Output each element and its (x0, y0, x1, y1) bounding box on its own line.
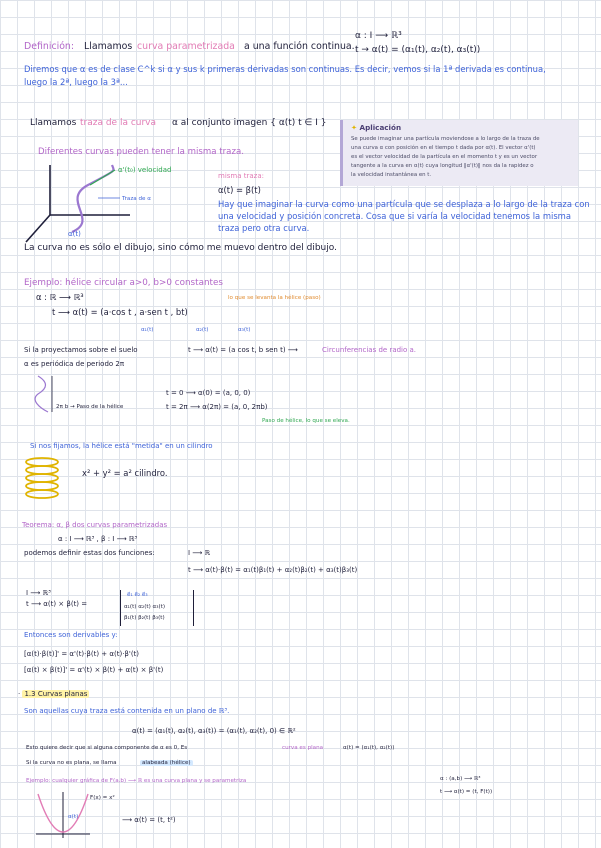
alpha-label: α(t) (68, 230, 81, 238)
projection-pre: Si la proyectamos sobre el suelo (24, 346, 138, 354)
theorem-maps: α : I ⟶ ℝ³ , β : I ⟶ ℝ³ (58, 535, 138, 543)
aplicacion-line: la velocidad instantánea en t. (351, 172, 432, 178)
cross-product-determinant (120, 590, 194, 626)
planas-description: Son aquellas cuya traza está contenida en un plano de ℝ³. (24, 707, 230, 715)
theorem-f1-rule: t ⟶ α(t)·β(t) = α₁(t)β₁(t) + α₂(t)β₂(t) + α₃(t)β₃(t) (188, 566, 358, 574)
definition-label: Definición: (24, 41, 75, 52)
definition-map-2: t → α(t) = (α₁(t), α₂(t), α₃(t)) (355, 45, 481, 55)
trace-line-pre: Llamamos (30, 118, 77, 128)
x-axis (26, 215, 50, 242)
velocity-label: α'(t₀) velocidad (118, 166, 172, 174)
theorem-f1-map: I ⟶ ℝ (188, 549, 211, 557)
imagine-line-2: una velocidad y posición concreta. Cosa que si varía la velocidad tenemos la misma (218, 211, 571, 221)
definition-text-2: a una función continua. (244, 41, 355, 52)
determinant-row-1: e⃗₁ e⃗₂ e⃗₃ (127, 592, 148, 598)
definition-text-1: Llamamos (84, 41, 133, 52)
planas-called-term: alabeada (hélice) (142, 760, 191, 766)
determinant-row-2: α₁(t) α₂(t) α₃(t) (124, 604, 166, 610)
class-line-2: luego la 2ª, luego la 3ª... (24, 77, 128, 87)
planas-example: Ejemplo: cualquier gráfica de F(a,b) ⟶ ℝ es una curva plana y se parametriza (26, 778, 247, 784)
planas-heading: · 1.3 Curvas planas (18, 690, 88, 698)
cylinder-equation: x² + y² = a² cilindro. (82, 468, 168, 478)
class-line-1: Diremos que α es de clase C^k si α y sus k primeras derivadas son continuas. Es decir, vemos si la 1ª derivada es continua, (24, 64, 546, 74)
trace-line-post: α al conjunto imagen { α(t) t ∈ I } (172, 118, 327, 128)
imagine-line-3: traza pero otra curva. (218, 223, 310, 233)
definition-term: curva parametrizada (137, 41, 235, 52)
aplicacion-line: es el vector velocidad de la partícula en el momento t y es un vector (351, 154, 538, 160)
trace-summary: La curva no es sólo el dibujo, sino cómo me muevo dentro del dibujo. (24, 243, 337, 253)
helix-component-2: α₂(t) (196, 327, 209, 333)
trace-term: traza de la curva (80, 118, 157, 128)
determinant-row-3: β₁(t) β₂(t) β₃(t) (124, 615, 165, 621)
theorem-title: Teorema: α, β dos curvas parametrizadas (22, 521, 168, 529)
helix-step-marker (34, 372, 56, 416)
same-trace-equation: α(t) = β(t) (218, 185, 261, 195)
projection-circles: Circunferencias de radio a. (322, 346, 417, 354)
planas-means-term: curva es plana (282, 745, 324, 751)
periodic-note: α es periódica de periodo 2π (24, 360, 125, 368)
planas-example-map-2: t ⟶ α(t) = (t, F(t)) (440, 789, 493, 795)
velocity-vector (90, 170, 115, 185)
cylinder-helix-icon (22, 456, 62, 498)
graph-alpha-label: α(t) (68, 814, 79, 820)
planas-equation: α(t) = (α₁(t), α₂(t), α₃(t)) = (α₁(t), α₂(t), 0) ∈ ℝ² (132, 727, 296, 735)
helix-component-1: α₁(t) (141, 327, 154, 333)
aplicacion-line: una curva α con posición en el tiempo t dada por α(t). El vector α'(t) (351, 145, 536, 151)
lightbulb-icon: ✦ (351, 123, 358, 132)
helix-example-title: Ejemplo: hélice circular a>0, b>0 constantes (24, 278, 223, 288)
aplicacion-line: Se puede imaginar una partícula moviendose a lo largo de la traza de (351, 136, 540, 142)
same-trace-note: Diferentes curvas pueden tener la misma traza. (38, 147, 244, 157)
helix-t0: t = 0 ⟶ α(0) = (a, 0, 0) (166, 389, 251, 397)
helix-step-label: 2π b → Paso de la hélice (56, 404, 124, 410)
definition-map-1: α : I ⟶ ℝ³ (355, 31, 402, 41)
theorem-define: podemos definir estas dos funciones: (24, 549, 155, 557)
bullet-icon: · (18, 690, 21, 698)
derivative-dot: [α(t)·β(t)]' = α'(t)·β(t) + α(t)·β'(t) (24, 650, 140, 658)
parabola-sketch (28, 790, 98, 840)
trace-label: Traza de α (122, 196, 151, 202)
planas-called-pre: Si la curva no es plana, se llama (26, 760, 117, 766)
aplicacion-callout (340, 120, 578, 186)
misma-traza-label: misma traza: (218, 172, 264, 180)
aplicacion-title: ✦ Aplicación (351, 123, 402, 132)
derivative-cross: [α(t) × β(t)]' = α'(t) × β(t) + α(t) × β'(t) (24, 666, 164, 674)
imagine-line-1: Hay que imaginar la curva como una partícula que se desplaza a lo largo de la traza con (218, 199, 590, 209)
helix-map-1: α : ℝ ⟶ ℝ³ (36, 292, 84, 302)
helix-step-note: Paso de hélice, lo que se eleva. (262, 418, 350, 424)
theorem-f2-map: I ⟶ ℝ³ (26, 589, 51, 597)
aplicacion-line: tangente a la curva en α(t) cuya longitud ‖α'(t)‖ nos da la rapidez o (351, 163, 534, 169)
theorem-f2-rule: t ⟶ α(t) × β(t) = (26, 600, 88, 608)
graph-rule: ⟶ α(t) = (t, t²) (122, 816, 176, 824)
helix-map-2: t ⟶ α(t) = (a·cos t , a·sen t , bt) (52, 307, 188, 317)
helix-lift-note: lo que se levanta la hélice (paso) (228, 295, 321, 301)
cylinder-note: Si nos fijamos, la hélice está "metida" en un cilindro (30, 442, 213, 450)
theorem-then: Entonces son derivables y: (24, 631, 118, 639)
planas-means-pre: Esto quiere decir que si alguna componente de α es 0, Es (26, 745, 188, 751)
helix-t2pi: t = 2π ⟶ α(2π) = (a, 0, 2πb) (166, 403, 268, 411)
planas-means-post: α(t) = (α₁(t), α₂(t)) (343, 745, 395, 751)
projection-map: t ⟶ α(t) = (a cos t, b sen t) ⟶ (188, 346, 298, 354)
helix-component-3: α₃(t) (238, 327, 251, 333)
graph-f-label: F(x) = x² (90, 795, 115, 801)
planas-example-map-1: α : (a,b) ⟶ ℝ³ (440, 776, 481, 782)
